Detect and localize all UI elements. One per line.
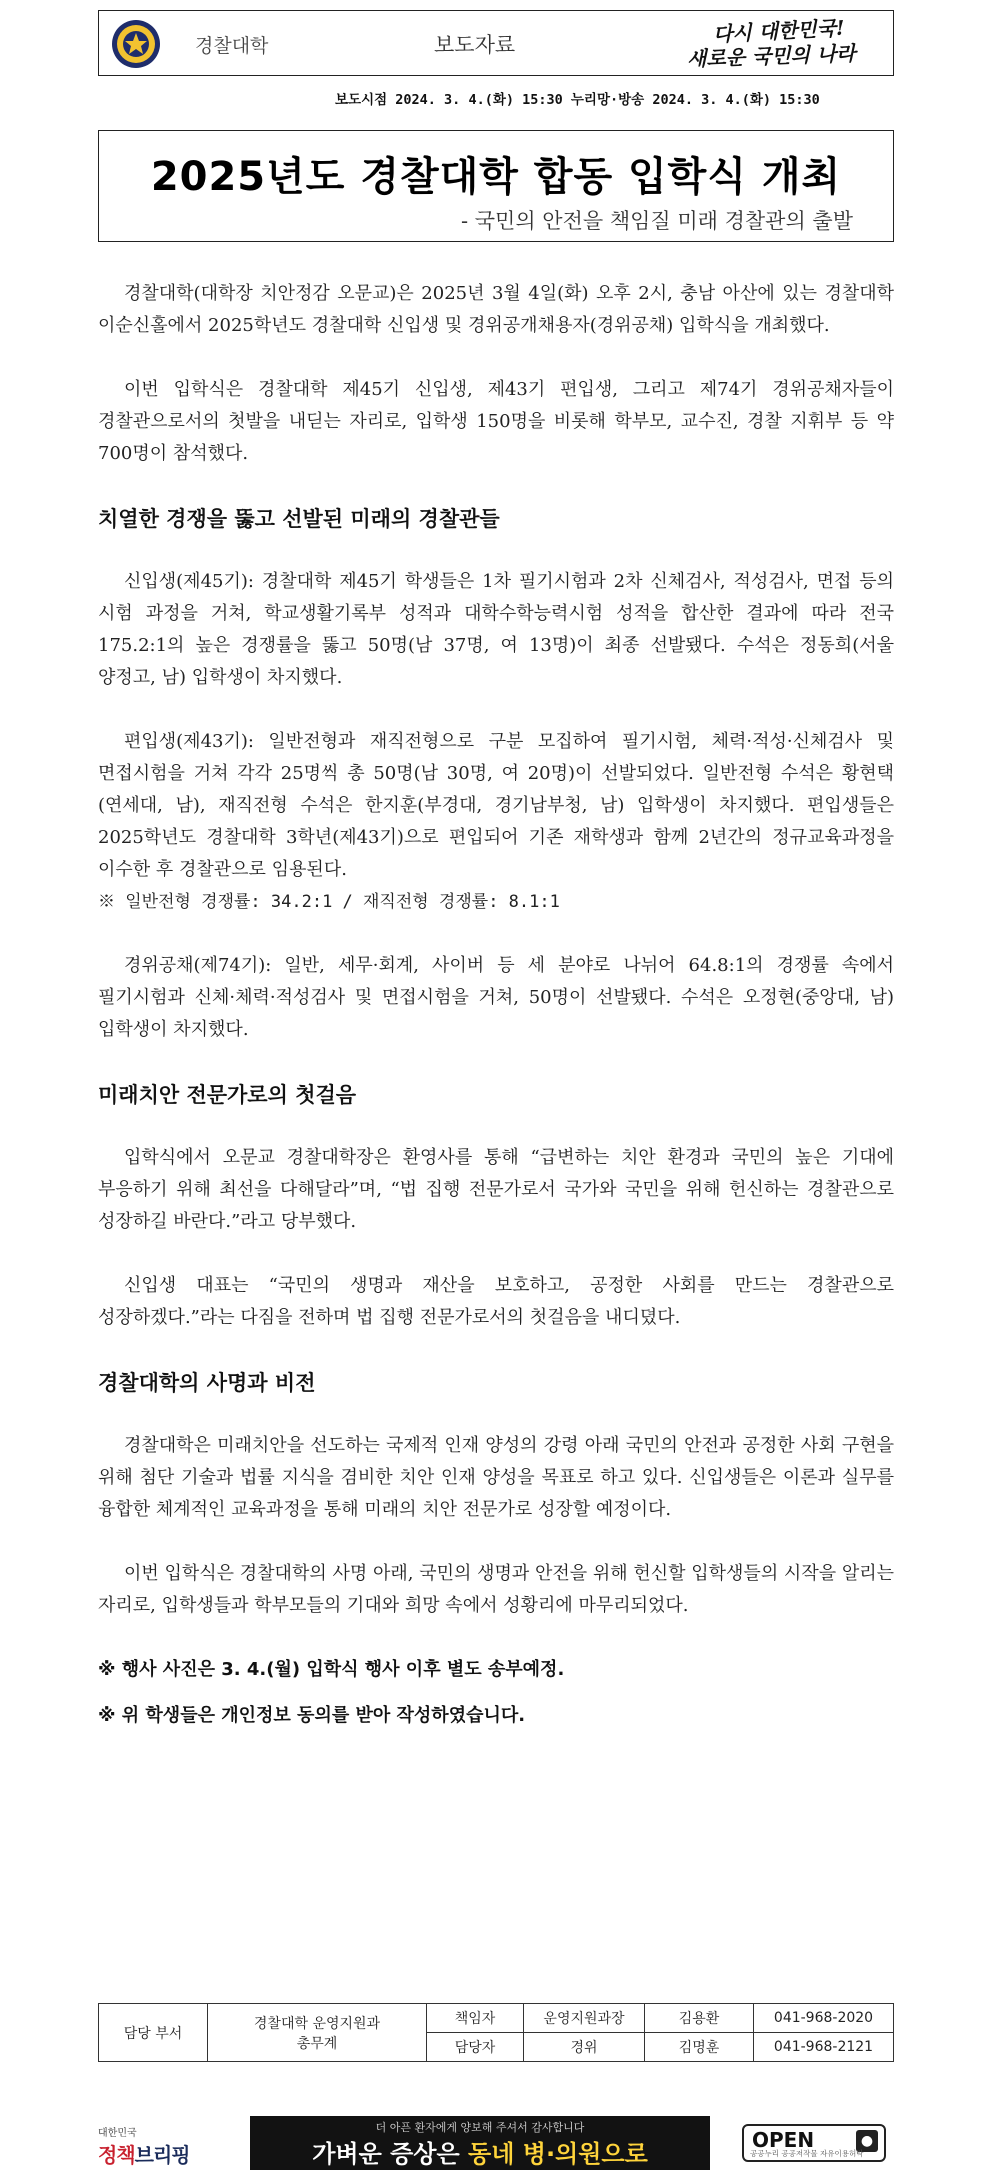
- health-campaign-banner[interactable]: [250, 2116, 710, 2170]
- page-subtitle: - 국민의 안전을 책임질 미래 경찰관의 출발: [460, 209, 853, 233]
- banner-main-line: [250, 2134, 710, 2169]
- privacy-note: ※ 위 학생들은 개인정보 동의를 받아 작성하였습니다.: [98, 1705, 526, 1726]
- paragraph-7: 신입생 대표는 “국민의 생명과 재산을 보호하고, 공정한 사회를 만드는 경찰관으로 성장하겠다.”라는 다짐을 전하며 법 집행 전문가로서의 첫걸음을 내디뎠다.: [98, 1275, 894, 1328]
- banner-main-b: 동네 병·의원으로: [468, 2140, 648, 2168]
- banner-main-a: 가벼운 증상은: [312, 2140, 469, 2168]
- photo-note: ※ 행사 사진은 3. 4.(월) 입학식 행사 이후 별도 송부예정.: [98, 1659, 565, 1680]
- police-emblem-icon: [111, 19, 161, 69]
- section-heading-1: 치열한 경쟁을 뚫고 선발된 미래의 경찰관들: [98, 507, 500, 531]
- contact-table: [98, 2003, 894, 2062]
- table-row: [99, 2004, 894, 2033]
- dept-name: [208, 2004, 427, 2062]
- contact-phone: 041-968-2121: [754, 2033, 894, 2062]
- doc-type: 보도자료: [434, 33, 516, 57]
- paragraph-3: 신입생(제45기): 경찰대학 제45기 학생들은 1차 필기시험과 2차 신체검사, 적성검사, 면접 등의 시험 과정을 거쳐, 학교생활기록부 성적과 대학수학능력시험 성적을 합산한 결과에 따라 전국 175.2:1의 높은 경쟁률을 뚫고 50명(남 37명, 여 13명)이 최종 선발됐다. 수석은 정동희(서울 양정고, 남) 입학생이 차지했다.: [98, 571, 894, 688]
- kogl-open-logo[interactable]: [742, 2124, 886, 2162]
- contact-role: 담당자: [427, 2033, 524, 2062]
- embargo-time: 보도시점 2024. 3. 4.(화) 15:30 누리망·방송 2024. 3. 4.(화) 15:30: [335, 92, 820, 108]
- slogan-line1: 다시 대한민국!: [712, 15, 846, 47]
- page-title: 2025년도 경찰대학 합동 입학식 개최: [150, 154, 842, 200]
- title-box: [98, 130, 894, 242]
- contact-name: 김용환: [645, 2004, 754, 2033]
- contact-role: 책임자: [427, 2004, 524, 2033]
- contact-title: 경위: [524, 2033, 645, 2062]
- paragraph-2: 이번 입학식은 경찰대학 제45기 신입생, 제43기 편입생, 그리고 제74기 경위공채자들이 경찰관으로서의 첫발을 내딛는 자리로, 입학생 150명을 비롯해 학부모, 교수진, 경찰 지휘부 등 약 700명이 참석했다.: [98, 379, 894, 464]
- paragraph-5: 경위공채(제74기): 일반, 세무·회계, 사이버 등 세 분야로 나뉘어 64.8:1의 경쟁률 속에서 필기시험과 신체·체력·적성검사 및 면접시험을 거쳐, 50명이 선발됐다. 수석은 오정현(중앙대, 남) 입학생이 차지했다.: [98, 955, 894, 1040]
- contact-title: 운영지원과장: [524, 2004, 645, 2033]
- paragraph-9: 이번 입학식은 경찰대학의 사명 아래, 국민의 생명과 안전을 위해 헌신할 입학생들의 시작을 알리는 자리로, 입학생들과 학부모들의 기대와 희망 속에서 성황리에 마무리되었다.: [98, 1563, 894, 1616]
- policy-briefing-logo[interactable]: [98, 2124, 190, 2168]
- org-name: 경찰대학: [195, 35, 269, 57]
- policy-briefing-title: [98, 2143, 190, 2167]
- slogan-line2: 새로운 국민의 나라: [686, 41, 856, 71]
- footer-banner-strip: [0, 2112, 992, 2173]
- policy-briefing-title-a: 정책: [98, 2143, 135, 2167]
- section-heading-3: 경찰대학의 사명과 비전: [98, 1371, 316, 1395]
- slogan: [683, 15, 883, 73]
- header-box: [98, 10, 894, 76]
- contact-phone: 041-968-2020: [754, 2004, 894, 2033]
- person-icon: ●: [856, 2130, 878, 2152]
- paragraph-1: 경찰대학(대학장 치안정감 오문교)은 2025년 3월 4일(화) 오후 2시, 충남 아산에 있는 경찰대학 이순신홀에서 2025학년도 경찰대학 신입생 및 경위공개채용자(경위공채) 입학식을 개최했다.: [98, 283, 894, 336]
- dept-line2: 총무계: [296, 2035, 338, 2052]
- paragraph-4: 편입생(제43기): 일반전형과 재직전형으로 구분 모집하여 필기시험, 체력·적성·신체검사 및 면접시험을 거쳐 각각 25명씩 총 50명(남 30명, 여 20명)이 선발되었다. 일반전형 수석은 황현택(연세대, 남), 재직전형 수석은 한지훈(부경대, 경기남부청, 남) 입학생이 차지했다. 편입생들은 2025학년도 경찰대학 3학년(제43기)으로 편입되어 기존 재학생과 함께 2년간의 정규교육과정을 이수한 후 경찰관으로 임용된다.: [98, 731, 894, 880]
- contact-name: 김명훈: [645, 2033, 754, 2062]
- banner-top-line: 더 아픈 환자에게 양보해 주셔서 감사합니다: [375, 2121, 585, 2134]
- open-sub: 공공누리 공공저작물 자유이용허락: [750, 2149, 864, 2158]
- section-heading-2: 미래치안 전문가로의 첫걸음: [98, 1083, 357, 1107]
- policy-briefing-small: 대한민국: [98, 2128, 137, 2139]
- dept-label: 담당 부서: [99, 2004, 208, 2062]
- paragraph-6: 입학식에서 오문교 경찰대학장은 환영사를 통해 “급변하는 치안 환경과 국민의 높은 기대에 부응하기 위해 최선을 다해달라”며, “법 집행 전문가로서 국가와 국민을 위해 헌신하는 경찰관으로 성장하길 바란다.”라고 당부했다.: [98, 1147, 894, 1232]
- policy-briefing-title-b: 브리핑: [134, 2143, 190, 2167]
- dept-line1: 경찰대학 운영지원과: [253, 2015, 381, 2032]
- paragraph-8: 경찰대학은 미래치안을 선도하는 국제적 인재 양성의 강령 아래 국민의 안전과 공정한 사회 구현을 위해 첨단 기술과 법률 지식을 겸비한 치안 인재 양성을 목표로 하고 있다. 신입생들은 이론과 실무를 융합한 체계적인 교육과정을 통해 미래의 치안 전문가로 성장할 예정이다.: [98, 1435, 894, 1520]
- competition-note: ※ 일반전형 경쟁률: 34.2:1 / 재직전형 경쟁률: 8.1:1: [98, 892, 560, 912]
- open-word: OPEN: [752, 2128, 815, 2152]
- article-body: [98, 278, 894, 1746]
